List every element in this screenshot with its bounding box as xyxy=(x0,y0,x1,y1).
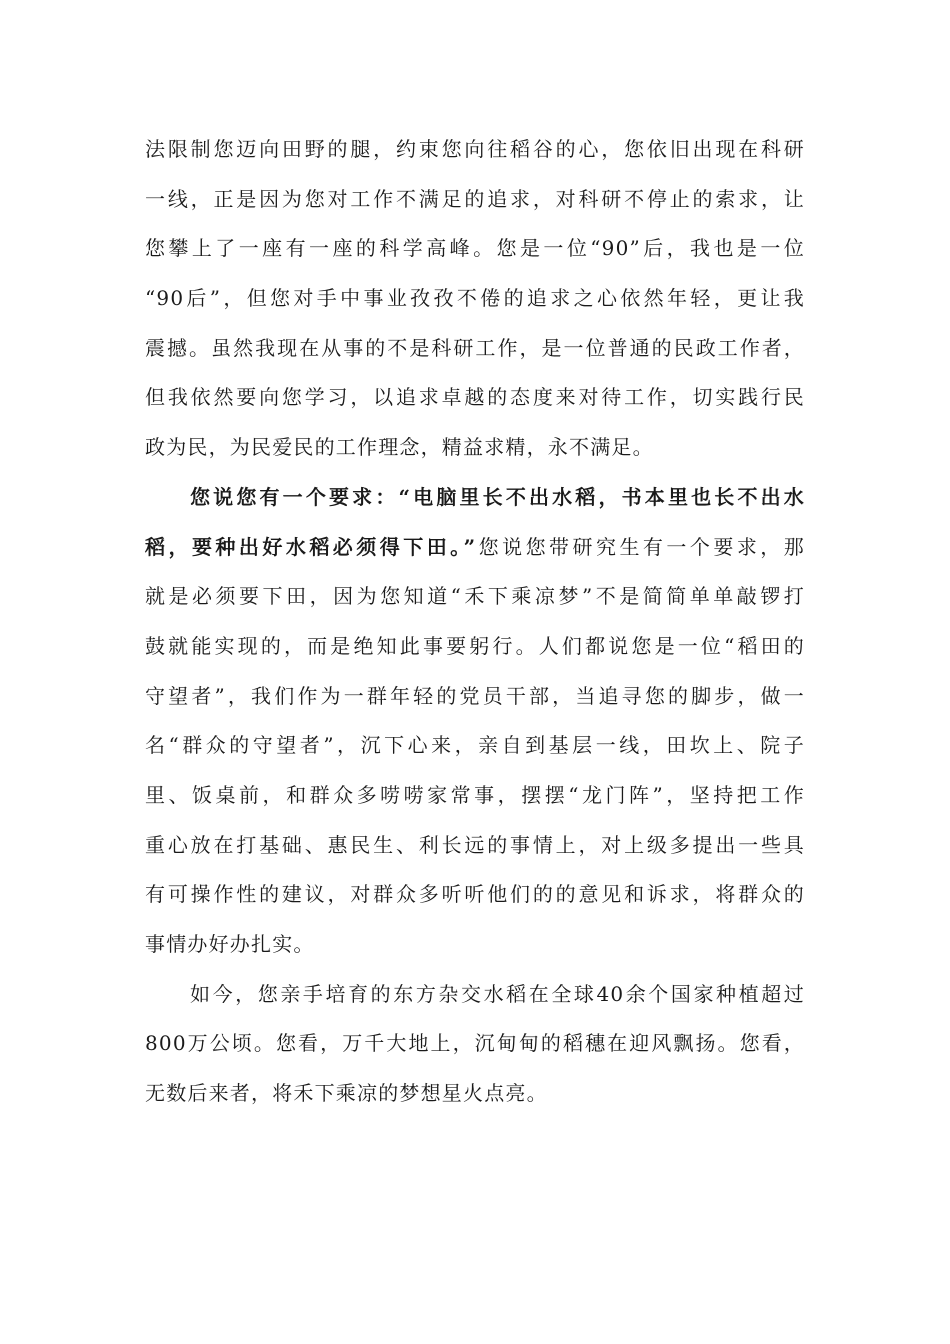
text-line: 震撼。虽然我现在从事的不是科研工作，是一位普通的民政工作者， xyxy=(145,335,805,360)
paragraph-2 xyxy=(145,473,805,970)
bold-quote-text: 稻，要种出好水稻必须得下田。” xyxy=(145,534,477,559)
text-line: 鼓就能实现的，而是绝知此事要躬行。人们都说您是一位“稻田的 xyxy=(145,633,805,658)
text-line: 法限制您迈向田野的腿，约束您向往稻谷的心，您依旧出现在科研 xyxy=(145,137,805,161)
text-line: 名“群众的守望者”，沉下心来，亲自到基层一线，田坎上、院子 xyxy=(145,733,805,758)
text-line: 守望者”，我们作为一群年轻的党员干部，当追寻您的脚步，做一 xyxy=(145,683,805,708)
text-line: 800万公顷。您看，万千大地上，沉甸甸的稻穗在迎风飘扬。您看， xyxy=(145,1031,805,1056)
text-line: 但我依然要向您学习，以追求卓越的态度来对待工作，切实践行民 xyxy=(145,385,805,410)
paragraph-1 xyxy=(145,125,805,473)
text-line: 无数后来者，将禾下乘凉的梦想星火点亮。 xyxy=(145,1081,548,1106)
text-span: 您说您带研究生有一个要求，那 xyxy=(476,534,805,559)
text-line: “90后”，但您对手中事业孜孜不倦的追求之心依然年轻，更让我 xyxy=(145,286,805,311)
text-line: 重心放在打基础、惠民生、利长远的事情上，对上级多提出一些具 xyxy=(145,832,805,857)
text-line: 您攀上了一座有一座的科学高峰。您是一位“90”后，我也是一位 xyxy=(145,236,805,261)
text-line: 有可操作性的建议，对群众多听听他们的的意见和诉求，将群众的 xyxy=(145,882,805,907)
text-line: 政为民，为民爱民的工作理念，精益求精，永不满足。 xyxy=(145,435,654,460)
text-line: 就是必须要下田，因为您知道“禾下乘凉梦”不是简简单单敲锣打 xyxy=(145,584,805,609)
document-page xyxy=(145,125,805,1119)
text-line: 里、饭桌前，和群众多唠唠家常事，摆摆“龙门阵”，坚持把工作 xyxy=(145,782,805,807)
text-line: 事情办好办扎实。 xyxy=(145,932,315,956)
bold-quote-line: 您说您有一个要求：“电脑里长不出水稻，书本里也长不出水 xyxy=(190,484,805,509)
text-line: 一线，正是因为您对工作不满足的追求，对科研不停止的索求，让 xyxy=(145,186,805,211)
text-line: 如今，您亲手培育的东方杂交水稻在全球40余个国家种植超过 xyxy=(190,981,805,1006)
paragraph-3 xyxy=(145,970,805,1119)
text-line-mixed xyxy=(145,523,805,573)
